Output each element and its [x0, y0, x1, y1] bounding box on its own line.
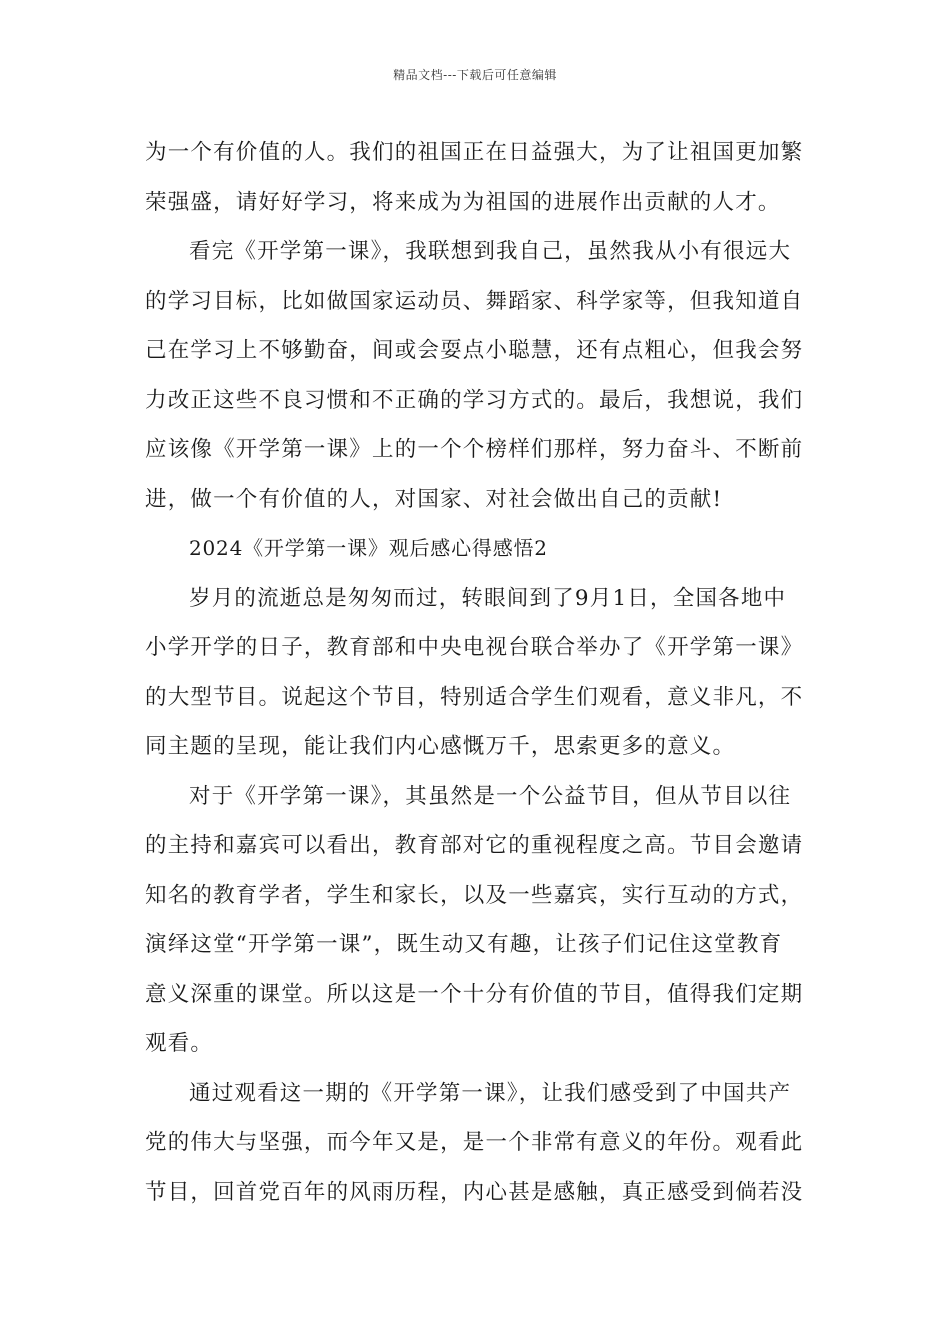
text-line: 的学习目标，比如做国家运动员、舞蹈家、科学家等，但我知道自 — [145, 288, 804, 314]
text-line: 己在学习上不够勤奋，间或会耍点小聪慧，还有点粗心，但我会努 — [145, 338, 804, 363]
text-line: 的主持和嘉宾可以看出，教育部对它的重视程度之高。节目会邀请 — [145, 833, 804, 858]
text-line: 进，做一个有价值的人，对国家、对社会做出自己的贡献! — [145, 486, 723, 512]
page-header: 精品文档---下载后可任意编辑 — [393, 68, 557, 82]
paragraph-start-line: 对于《开学第一课》，其虽然是一个公益节目，但从节目以往 — [189, 783, 792, 809]
paragraph-start-line: 岁月的流逝总是匆匆而过，转眼间到了9月1日，全国各地中 — [189, 585, 787, 611]
text-line: 荣强盛，请好好学习，将来成为为祖国的进展作出贡献的人才。 — [145, 189, 781, 215]
document-body — [145, 128, 807, 1217]
text-line: 小学开学的日子，教育部和中央电视台联合举办了《开学第一课》 — [145, 635, 804, 660]
text-line: 力改正这些不良习惯和不正确的学习方式的。最后，我想说，我们 — [145, 387, 804, 413]
text-line: 知名的教育学者，学生和家长，以及一些嘉宾，实行互动的方式， — [145, 882, 804, 908]
text-line: 演绎这堂“开学第一课”，既生动又有趣，让孩子们记住这堂教育 — [145, 932, 783, 957]
text-line: 观看。 — [145, 1031, 214, 1056]
text-line: 的大型节目。说起这个节目，特别适合学生们观看，意义非凡，不 — [145, 684, 804, 710]
text-line: 党的伟大与坚强，而今年又是，是一个非常有意义的年份。观看此 — [145, 1130, 804, 1155]
text-line: 应该像《开学第一课》上的一个个榜样们那样，努力奋斗、不断前 — [145, 437, 804, 462]
paragraph-start-line: 看完《开学第一课》，我联想到我自己，虽然我从小有很远大 — [189, 239, 792, 264]
text-line: 为一个有价值的人。我们的祖国正在日益强大，为了让祖国更加繁 — [145, 140, 804, 165]
text-line: 节目，回首党百年的风雨历程，内心甚是感触，真正感受到倘若没 — [145, 1179, 804, 1205]
text-line: 意义深重的课堂。所以这是一个十分有价值的节目，值得我们定期 — [145, 981, 804, 1007]
text-line: 同主题的呈现，能让我们内心感慨万千，思索更多的意义。 — [145, 734, 736, 759]
section-title: 2024《开学第一课》观后感心得感悟2 — [189, 536, 548, 560]
paragraph-start-line: 通过观看这一期的《开学第一课》，让我们感受到了中国共产 — [189, 1080, 792, 1106]
